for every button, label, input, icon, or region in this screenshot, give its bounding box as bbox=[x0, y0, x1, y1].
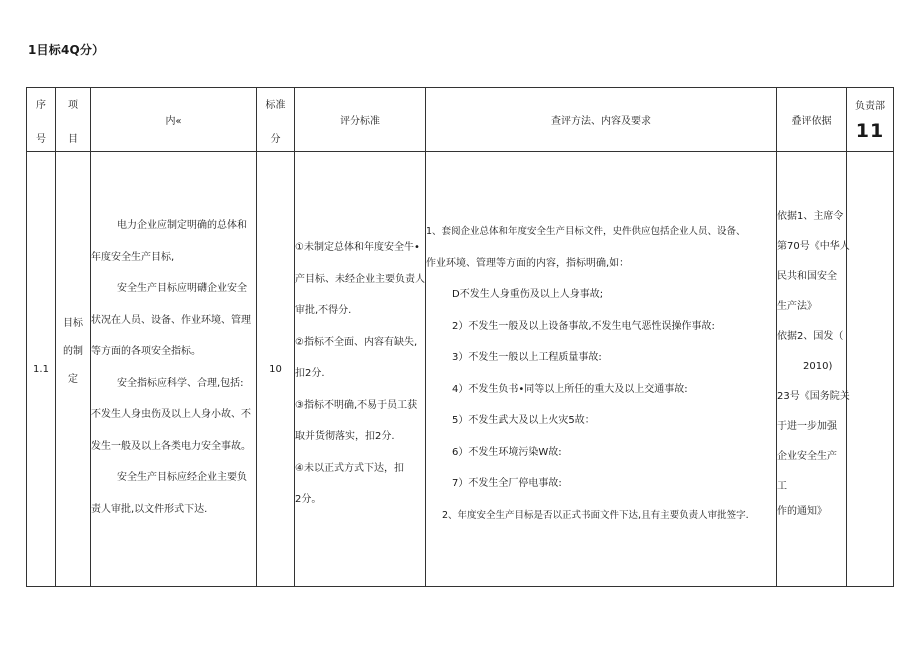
cell-resp bbox=[847, 152, 894, 587]
basis-line: 于进一步加强 bbox=[777, 421, 837, 432]
criteria-line: 产目标、未经企业主要负责人 bbox=[295, 273, 425, 285]
basis-line: 第70号《中华人 bbox=[777, 241, 850, 252]
basis-line: 民共和国安全 bbox=[777, 271, 837, 282]
header-basis-label: 叠评依据 bbox=[791, 116, 832, 127]
header-item-1: 项 bbox=[68, 100, 78, 111]
method-line: 7）不发生全厂停电事故: bbox=[452, 478, 562, 489]
method-line: 1、套阅企业总体和年度安全生产目标文件，史件供应包括企业人员、设备、 bbox=[426, 226, 746, 237]
basis-line: 生产法》 bbox=[777, 301, 817, 312]
method-line: 2、年度安全生产目标是否以正式书面文件下达,且有主要负责人审批签字. bbox=[442, 509, 749, 521]
criteria-line: ④未以正式方式下达，扣 bbox=[295, 462, 404, 474]
header-score-2: 分 bbox=[270, 134, 281, 145]
cell-no bbox=[27, 152, 56, 587]
content-line: 电力企业应制定明确的总体和 bbox=[117, 220, 247, 231]
header-no bbox=[27, 88, 56, 152]
basis-line: 2010) bbox=[803, 361, 833, 372]
criteria-line: 扣2分. bbox=[295, 368, 325, 379]
header-no-2: 号 bbox=[36, 134, 46, 145]
criteria-line: 审批,不得分. bbox=[295, 305, 352, 316]
cell-basis bbox=[777, 152, 850, 587]
basis-line: 依据1、主席令 bbox=[777, 211, 844, 222]
cell-criteria bbox=[295, 152, 426, 587]
cell-item bbox=[56, 152, 91, 587]
item-line: 定 bbox=[68, 374, 78, 385]
row-score: 10 bbox=[269, 363, 282, 375]
header-content bbox=[91, 88, 257, 152]
method-line: 6）不发生环境污染W故: bbox=[452, 446, 562, 458]
criteria-line: 取并货彻落实，扣2分. bbox=[295, 431, 395, 442]
table-row bbox=[27, 152, 894, 587]
method-line: 2）不发生一般及以上设备事故,不发生电气恶性误操作事故: bbox=[452, 320, 715, 332]
header-item bbox=[56, 88, 91, 152]
header-content-label: 内« bbox=[165, 116, 182, 127]
basis-line: 23号《国务院关 bbox=[777, 391, 850, 402]
cell-content bbox=[91, 152, 257, 587]
method-line: 3）不发生一般以上工程质量事故: bbox=[452, 352, 602, 363]
basis-line: 依据2、国发（ bbox=[777, 331, 844, 342]
criteria-line: ②指标不全面、内容有缺失, bbox=[295, 336, 418, 348]
content-line: 安全生产目标应经企业主要负 bbox=[117, 472, 247, 483]
criteria-line: ①未制定总体和年度安全牛• bbox=[295, 242, 420, 253]
content-line: 不发生人身虫伤及以上人身小故、不 bbox=[91, 409, 251, 420]
method-line: 5）不发生武大及以上火灾5故： bbox=[452, 415, 595, 426]
header-score-1: 标准 bbox=[265, 100, 286, 111]
content-line: 安全指标应科学、合理,包括: bbox=[117, 377, 244, 389]
item-line: 的制 bbox=[63, 346, 83, 357]
cell-method bbox=[426, 152, 777, 587]
header-resp bbox=[847, 88, 894, 152]
header-criteria-label: 评分标准 bbox=[340, 116, 380, 127]
cell-score bbox=[257, 152, 295, 587]
header-resp-number: 11 bbox=[855, 120, 885, 142]
content-line: 年度安全生产目标, bbox=[91, 251, 175, 263]
basis-line: 企业安全生产 bbox=[777, 451, 837, 462]
evaluation-table bbox=[26, 87, 894, 587]
header-no-1: 序 bbox=[36, 100, 46, 111]
header-resp-label: 负责部 bbox=[855, 101, 885, 112]
content-line: 安全生产目标应明礴企业安全 bbox=[117, 283, 247, 294]
header-score bbox=[257, 88, 295, 152]
method-line: D不发生人身重伤及以上人身事故; bbox=[452, 289, 604, 300]
header-method-label: 查评方法、内容及要求 bbox=[551, 116, 651, 127]
row-no: 1.1 bbox=[33, 363, 49, 375]
header-criteria bbox=[295, 88, 426, 152]
content-line: 等方面的各项安全指标。 bbox=[91, 346, 201, 357]
basis-line: 作的通知》 bbox=[777, 506, 827, 517]
content-line: 责人审批,以文件形式下达. bbox=[91, 503, 208, 515]
criteria-line: 2分。 bbox=[295, 494, 322, 505]
basis-line: 工 bbox=[777, 481, 787, 492]
method-line: 4）不发生负书•同等以上所任的重大及以上交通事故: bbox=[452, 383, 688, 395]
item-line: 目标 bbox=[63, 318, 83, 329]
header-basis bbox=[777, 88, 847, 152]
method-line: 作业环境、管理等方面的内容，指标明确,如： bbox=[426, 257, 630, 269]
section-title: 1目标4Q分） bbox=[28, 43, 105, 57]
header-item-2: 目 bbox=[68, 134, 78, 145]
content-line: 发生一般及以上各类电力安全事故。 bbox=[91, 440, 251, 452]
header-row bbox=[27, 88, 894, 152]
header-method bbox=[426, 88, 777, 152]
criteria-line: ③指标不明确,不易于员工获 bbox=[295, 399, 418, 411]
content-line: 状况在人员、设备、作业环境、管理 bbox=[91, 314, 251, 326]
